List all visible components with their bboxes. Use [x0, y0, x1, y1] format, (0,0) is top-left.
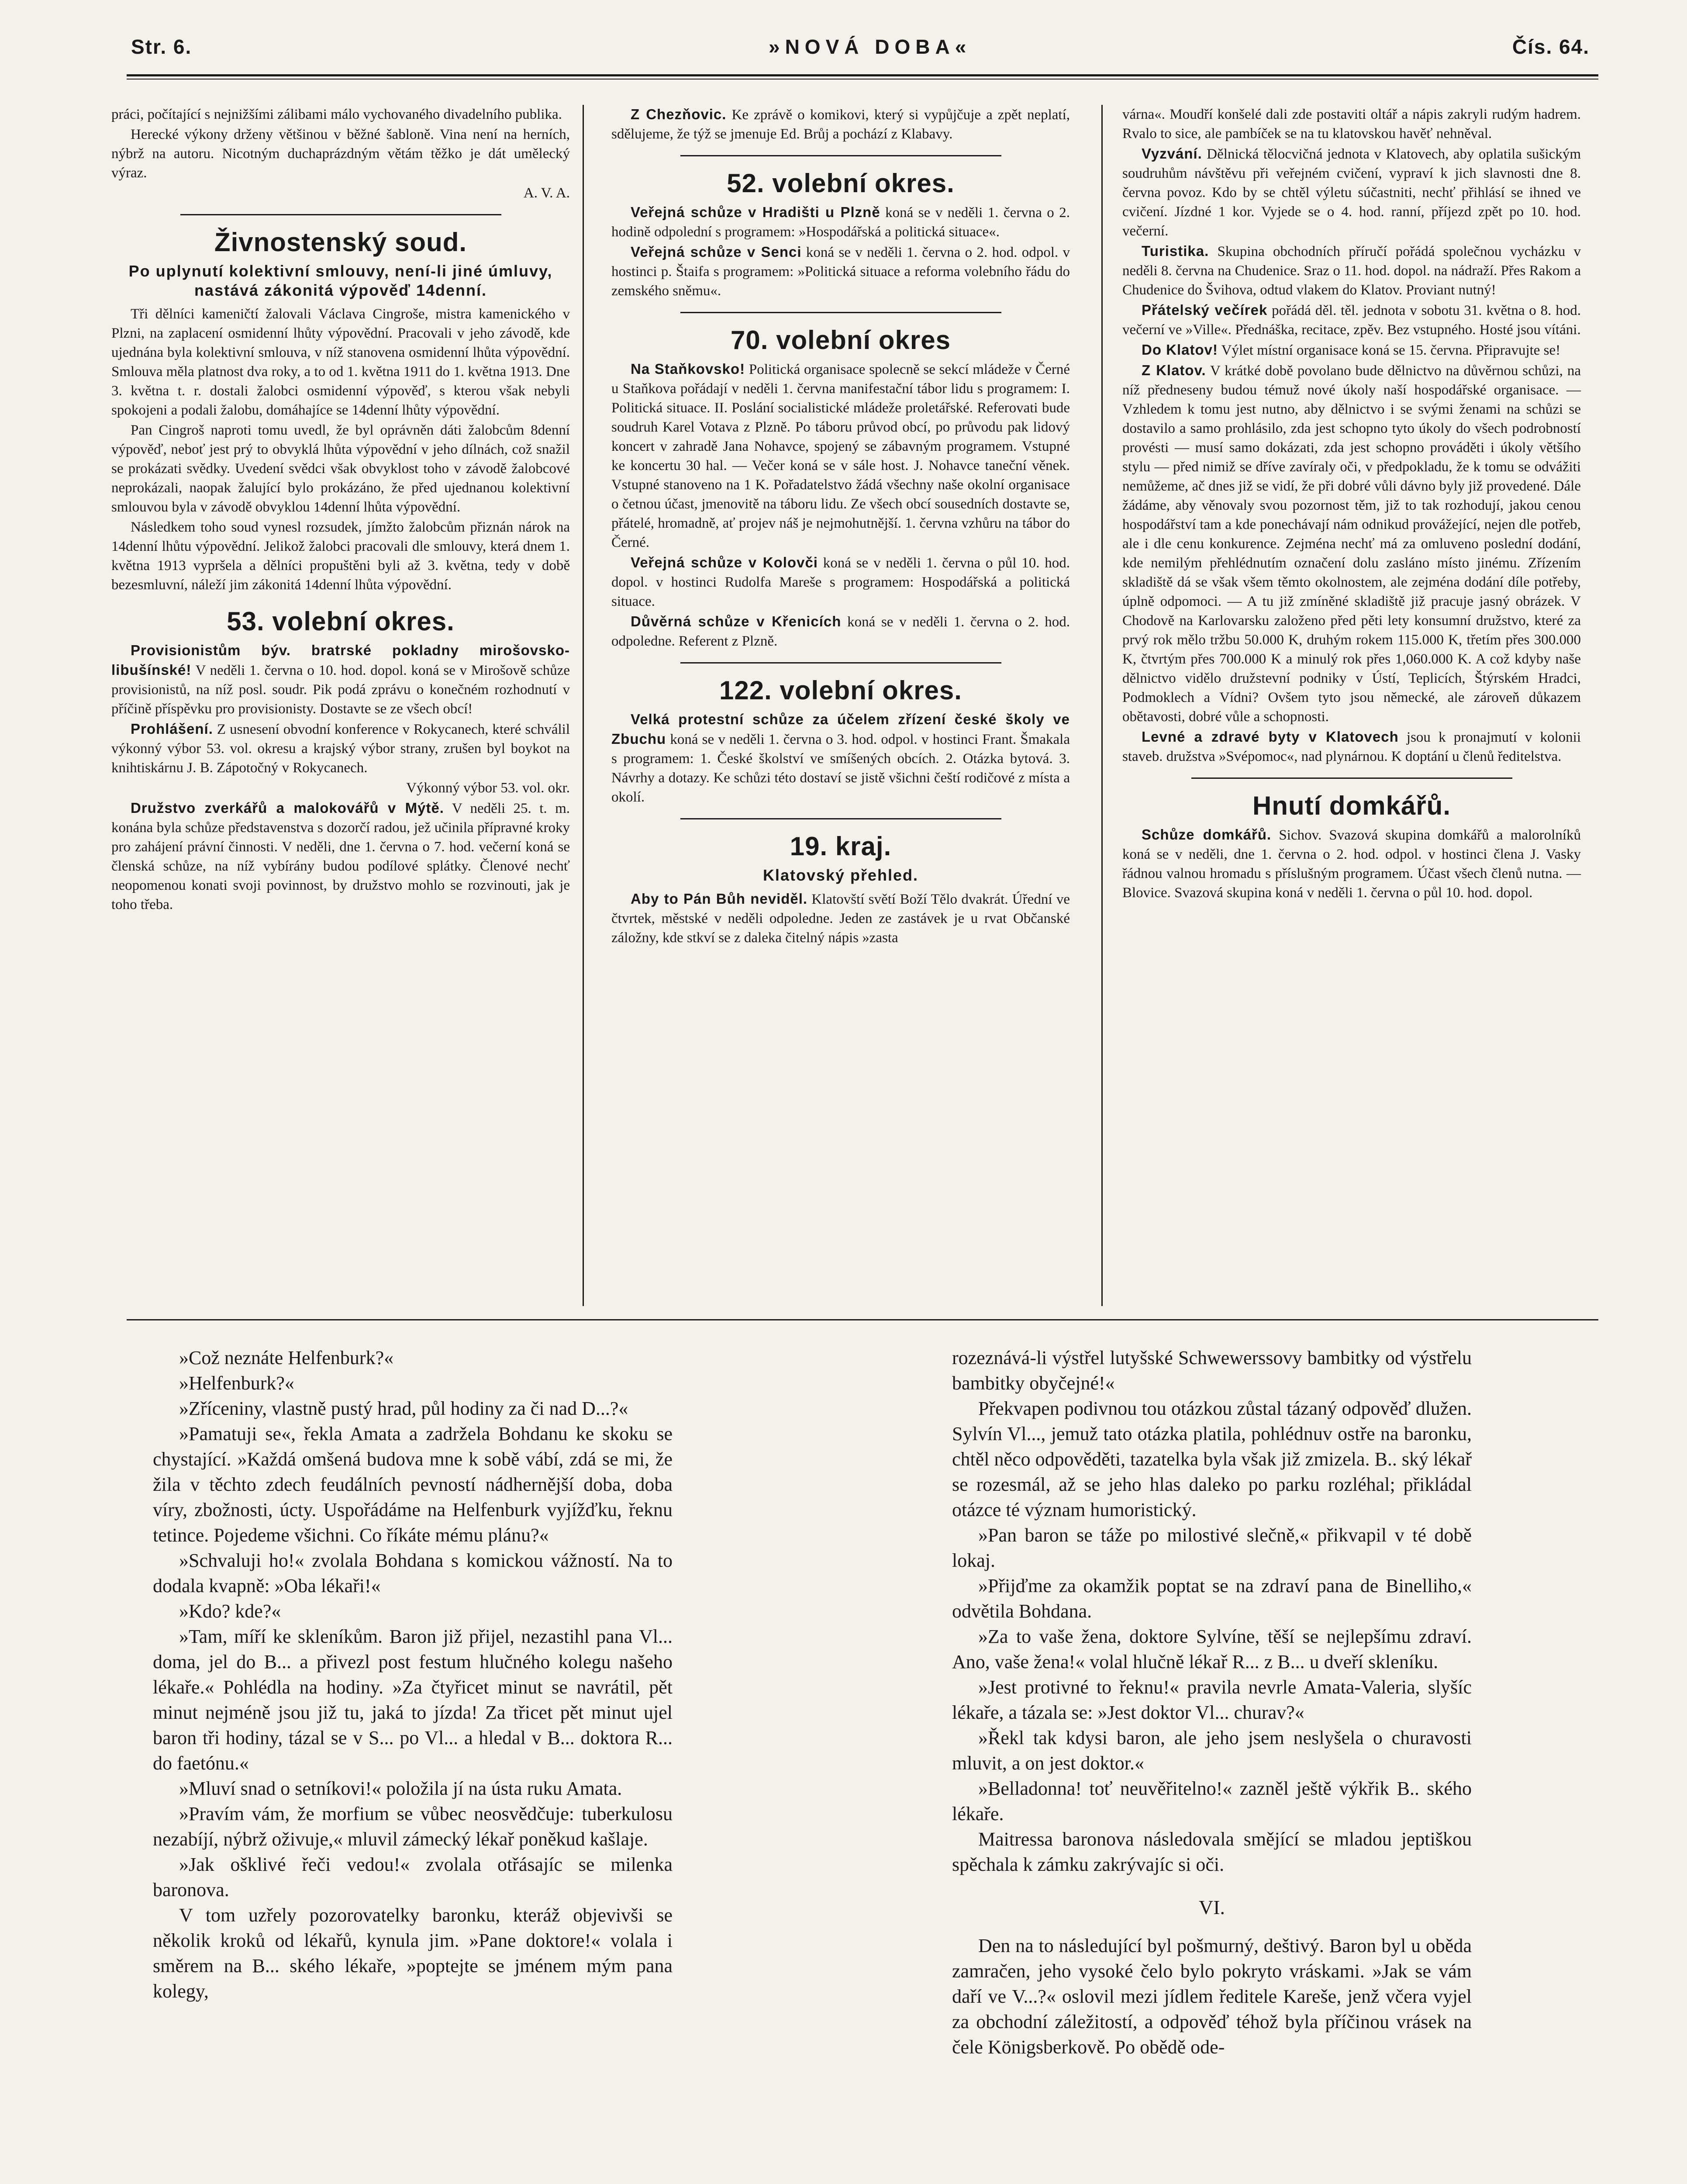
serial-paragraph: »Přijďme za okamžik poptat se na zdraví pana de Binelliho,« odvětila Bohdana.	[952, 1575, 1472, 1622]
serial-left-page	[153, 1345, 673, 2004]
item-text: Skupina obchodních příručí pořádá společnou vycházku v neděli 8. června na Chudenice. Sraz o 11. hod. dopol. na nádraží. Přes Rakom a Chudenice do Švihova, odtud vlakem do Klatov. Proviant nutný!	[1122, 244, 1581, 298]
item-text: V krátké době povolano bude dělnictvo na důvěrnou schůzi, na níž předneseny budou témuž nové úkoly naší hospodářské organisace. — Vzhledem k tomu jest nutno, aby dělnictvo i se svými ženami na schůzi se dostavilo a samo prohlásilo, zda jest schopno tyto úkoly do všech podrobností provésti — musí samo dokázati, zda jest schopno prováděti i úkoly většího stylu — před nimiž se dříve zavíraly oči, v předpokladu, že k tomu se odvážiti nemůžeme, ač dnes již se vidí, že při dobré vůli dávno byly již provedené. Dále žádáme, aby věnovaly svou pozornost těm, již to tak rozhodují, jakou cenou hospodářství tam a kde ponechávají nám odnikud provážející, nejen dle potřeb, ale i dle cenu konkurence. Zejména nechť má za omluveno poslední dodání, kde nemilým přehlédnutím označení dolu zasláno místo jinému. Zřízením skladiště dá se však všem těmto okolnostem, ale zejména dodání díle potřeby, úplně odpomoci. — A tu již zmíněné skladiště již pracuje jasný obrázek. V Chodově na Karlovarsku založeno před pěti lety konsumní družstvo, které za prvý rok mělo tržbu 50.000 K, druhým rokem 115.000 K, třetím přes 300.000 K, čtvrtým přes 700.000 K a minulý rok přes 1,060.000 K. A což kdyby naše dělnictvo vidělo družstevní podniky v Ústí, Teplicích, Štýrském Hradci, Podmoklech a Vídni? Ovšem tyto jsou německé, ale zároveň důkazem obětavosti, dobré vůle a schopnosti.	[1122, 363, 1581, 725]
klatovy-subheading: Klatovský přehled.	[762, 866, 919, 884]
item-lede: Levné a zdravé byty v Klatovech	[1142, 729, 1399, 745]
news-item	[611, 242, 1070, 301]
item-lede: Vyzvání.	[1142, 145, 1202, 162]
serial-paragraph: »Kdo? kde?«	[179, 1600, 281, 1622]
item-lede: Prohlášení.	[131, 721, 213, 737]
news-item	[611, 889, 1070, 947]
chapter-number: VI.	[1198, 1896, 1225, 1918]
item-text: koná se v neděli 1. června o půl 10. hod. dopol. v hostinci Rudolfa Mareše s programem: Hospodářská a politická situace.	[611, 555, 1070, 609]
item-lede: Veřejná schůze v Hradišti u Plzně	[631, 204, 880, 220]
news-item	[611, 105, 1070, 144]
item-text: Ke zprávě o komikovi, který si vypůjčuje a zpět neplatí, sdělujeme, že týž se jmenuje Ed. Brůj a pochází z Klabavy.	[611, 107, 1070, 142]
page-number: Str. 6.	[131, 35, 192, 58]
item-text: koná se v neděli 1. června o 2. hod. odpol. v hostinci p. Štaifa s programem: »Politická situace a reforma volebního řádu do zemského sněmu«.	[611, 245, 1070, 299]
item-text: koná se v neděli 1. června o 2. hodině odpolední s programem: »Hospodářská a politická situace«.	[611, 205, 1070, 240]
serial-paragraph: Den na to následující byl pošmurný, deštivý. Baron byl u oběda zamračen, jeho vysoké čelo bylo pokryto vráskami. »Jak se vám daří ve V...?« oslovil mezi jídlem ředitele Kareše, jenž včera vyjel za obchodní záležitostí, a odpověď téhož byla příčinou vrásek na čele Königsberkově. Po obědě ode-	[952, 1935, 1472, 2058]
item-lede: Turistika.	[1142, 243, 1209, 259]
item-text: jsou k pronajmutí v kolonii staveb. družstva »Svépomoc«, nad plynárnou. K doptání u členů ředitelstva.	[1122, 729, 1581, 764]
item-lede: Schůze domkářů.	[1142, 826, 1272, 843]
page-header	[131, 31, 1590, 70]
news-item	[1122, 301, 1581, 339]
item-text: pořádá děl. těl. jednota v sobotu 31. května o 8. hod. večerní ve »Ville«. Přednáška, recitace, zpěv. Bez vstupného. Hosté jsou vítáni.	[1122, 303, 1581, 338]
item-lede: Přátelský večírek	[1142, 302, 1268, 318]
serial-paragraph: »Řekl tak kdysi baron, ale jeho jsem neslyšela o churavosti mluvit, a on jest doktor.«	[952, 1727, 1472, 1774]
masthead-title: »NOVÁ DOBA«	[769, 35, 972, 58]
section-rule	[1191, 778, 1512, 779]
header-rule	[127, 74, 1598, 76]
serial-paragraph: »Pan baron se táže po milostivé slečně,« přikvapil v té době lokaj.	[952, 1524, 1472, 1571]
news-item	[1122, 242, 1581, 300]
district-52-heading: 52. volební okres.	[727, 169, 955, 198]
district-70-heading: 70. volební okres	[731, 325, 951, 355]
serial-paragraph: »Pamatuji se«, řekla Amata a zadržela Bohdanu ke skoku se chystající. »Každá omšená budova mne k sobě vábí, zdá se mi, že žila v těchto zdech feudálních pevností nádhernější doba, doba víry, zbožnosti, úcty. Uspořádáme na Helfenburk vyjížďku, řeknu tetince. Pojedeme všichni. Co říkáte mému plánu?«	[153, 1423, 673, 1546]
serial-paragraph: »Belladonna! toť neuvěřitelno!« zazněl ještě výkřik B.. ského lékaře.	[952, 1778, 1472, 1825]
section-rule	[680, 312, 1001, 313]
news-item	[1122, 144, 1581, 241]
news-item	[1122, 361, 1581, 726]
paragraph: Herecké výkony drženy většinou v běžné šabloně. Vina není na herních, nýbrž na autoru. Nicotným duchaprázdným větám těžko je dát umělecký výraz.	[111, 127, 570, 181]
paragraph: várna«. Moudří konšelé dali zde postaviti oltář a nápis zakryli rudým hadrem. Rvalo to sice, ale pambíček se na tu klatovskou havěť nehněval.	[1122, 107, 1581, 142]
serial-paragraph: »Tam, míří ke skleníkům. Baron již přijel, nezastihl pana Vl... doma, jel do B... a přivezl post festum hlučného kolegu našeho lékaře.« Pohlédla na hodiny. »Za čtyřicet minut se navrátil, pět minut nejméně jsou již tu, jaká to jízda! Za třicet pět minut ujel baron tři hodiny, tázal se v S... po Vl... a hledal v B... doktora R... do faetónu.«	[153, 1626, 673, 1774]
district-53-heading: 53. volební okres.	[227, 607, 455, 636]
item-text: Politická organisace spolecně se sekcí mládeže v Černé u Staňkova pořádají v neděli 1. června manifestační tábor lidu s programem: I. Politická situace. II. Poslání socialistické mládeže proletářské. Referovati bude soudruh Karel Votava z Plzně. Po táboru průvod obcí, po průvodu pak lidový koncert v zahradě Jana Nohavce, spojený se zábavným programem. Vstupné ke koncertu 30 hal. — Večer koná se v sále host. J. Nohavce taneční věnek. Vstupné stanoveno na 1 K. Pořadatelstvo žádá všechny naše okolní organisace o četnou účast, jmenovitě na táboru lidu. Ze všech obcí sousedních dostavte se, přátelé, hromadně, ať projev náš je nejmohutnější. 1. června vzhůru na tábor do Černé.	[611, 362, 1070, 550]
serial-paragraph: Překvapen podivnou tou otázkou zůstal tázaný odpověď dlužen. Sylvín Vl..., jemuž tato otázka platila, pohlédnuv ostře na baronku, chtěl něco odpověděti, tazatelka byla však již zmizela. B.. ský lékař se rozesmál, až se jeho hlas daleko po parku rozléhal; přikládal otázce té význam humoristický.	[952, 1398, 1472, 1521]
district-122-heading: 122. volební okres.	[719, 676, 962, 705]
serial-right-page	[952, 1345, 1472, 2060]
item-lede: Z Klatov.	[1142, 362, 1206, 378]
serial-paragraph: rozeznává-li výstřel lutyšské Schwewerssovy bambitky od výstřelu bambitky obyčejné!«	[952, 1347, 1472, 1394]
kraj-19-heading: 19. kraj.	[790, 832, 892, 861]
column-2	[611, 105, 1070, 948]
serial-paragraph: »Což neznáte Helfenburk?«	[179, 1347, 394, 1368]
court-subheading: Po uplynutí kolektivní smlouvy, není-li jiné úmluvy, nastává zákonitá výpověď 14denní.	[128, 262, 553, 299]
domkari-heading: Hnutí domkářů.	[1252, 791, 1451, 820]
news-item	[611, 359, 1070, 552]
news-item	[611, 203, 1070, 242]
item-lede: Provisionistům býv. bratrské pokladny mirošovsko-libušínské!	[111, 642, 570, 678]
column-divider-1	[583, 105, 584, 1306]
news-item	[1122, 340, 1581, 360]
item-text: V neděli 1. června o 10. hod. dopol. koná se v Mirošově schůze provisionistů, na níž posl. soudr. Pik podá zprávu o konečném rozhodnutí v příčině příspěvku pro provisionisty. Dostavte se ze všech obcí!	[111, 663, 570, 717]
serial-paragraph: V tom uzřely pozorovatelky baronku, kteráž objevivši se několik kroků od lékařů, kynula jim. »Pane doktore!« volala i směrem na B... ského lékaře, »poptejte se jménem mým pana kolegy,	[153, 1904, 673, 2002]
author-signature: A. V. A.	[523, 185, 570, 201]
column-3	[1122, 105, 1581, 903]
paragraph: Následkem toho soud vynesl rozsudek, jímžto žalobcům přiznán nárok na 14denní lhůtu výpovědní. Jelikož žalobci pracovali dle smlouvy, která dnem 1. května 1913 vypršela a dělníci propuštěni byli až 3. května, tedy v době bezesmluvní, náleží jim zákonitá 14denní lhůta výpovědní.	[111, 519, 570, 593]
serial-paragraph: »Pravím vám, že morfium se vůbec neosvědčuje: tuberkulosu nezabíjí, nýbrž oživuje,« mluvil zámecký lékař poněkud kašlaje.	[153, 1803, 673, 1850]
news-item	[1122, 825, 1581, 902]
news-item	[111, 798, 570, 914]
column-divider-2	[1101, 105, 1103, 1306]
item-lede: Veřejná schůze v Kolovči	[631, 554, 818, 570]
item-lede: Aby to Pán Bůh neviděl.	[631, 891, 808, 907]
serial-paragraph: Maitressa baronova následovala smějící se mladou jeptiškou spěchala k zámku zakrývajíc si oči.	[952, 1828, 1472, 1875]
item-text: V neděli 25. t. m. konána byla schůze představenstva s dozorčí radou, jež učinila přípravné kroky pro zahájení právní činnosti. V neděli, dne 1. června o 7. hod. večerní koná se členská schůze, na níž vybírány budou podílové splátky. Členové nechť neopomenou konati svoji povinnost, by družstvo mohlo se rozvinouti, jak je toho třeba.	[111, 801, 570, 912]
serial-paragraph: »Za to vaše žena, doktore Sylvíne, těší se nejlepšímu zdraví. Ano, vaše žena!« volal hlučně lékař R... z B... u dveří skleníku.	[952, 1626, 1472, 1673]
section-rule	[180, 214, 501, 215]
item-lede: Důvěrná schůze v Křenicích	[631, 613, 842, 629]
court-heading: Živnostenský soud.	[214, 228, 467, 257]
news-item	[1122, 727, 1581, 766]
news-item	[111, 719, 570, 778]
serial-paragraph: »Helfenburk?«	[179, 1372, 294, 1394]
serial-paragraph: »Zříceniny, vlastně pustý hrad, půl hodiny za či nad D...?«	[179, 1398, 628, 1419]
column-1	[111, 105, 570, 915]
section-rule	[680, 662, 1001, 663]
news-item	[111, 778, 570, 798]
news-item	[111, 641, 570, 719]
item-text: Dělnická tělocvičná jednota v Klatovech, aby oplatila sušickým soudruhům návštěvu při veřejném cvičení, vypraví k jich slavnosti dne 8. června povoz. Kdo by se chtěl výletu súčastniti, nechť přihlásí se ihned ve cvičení. Jízdné 1 kor. Vyjede se o 4. hod. ranní, příjezd zpět po 10. hod. večerní.	[1122, 146, 1581, 239]
news-item	[611, 612, 1070, 651]
issue-number: Čís. 64.	[1512, 35, 1590, 58]
paragraph: Tři dělníci kameničtí žalovali Václava Cingroše, mistra kamenického v Plzni, na zaplacení osmidenní lhůty výpovědní. Pracovali v jeho závodě, kde ujednána byla kolektivní smlouva, v níž stanovena osmidenní lhůta výpovědní. Smlouva měla platnost dva roky, a to od 1. května 1911 do 1. května 1913. Dne 3. května t. r. dostali žalobci osmidenní výpověď, s kterou však nebyli spokojeni a podali žalobu, domáhajíce se 14denní lhůty výpovědní.	[111, 306, 570, 418]
section-rule	[680, 155, 1001, 156]
serial-paragraph: »Schvaluji ho!« zvolala Bohdana s komickou vážností. Na to dodala kvapně: »Oba lékaři!«	[153, 1550, 673, 1597]
serial-paragraph: »Jak ošklivé řeči vedou!« zvolala otřásajíc se milenka baronova.	[153, 1854, 673, 1901]
item-text: Výlet místní organisace koná se 15. června. Připravujte se!	[1218, 342, 1561, 358]
item-text: Sichov. Svazová skupina domkářů a malorolníků koná se v neděli, dne 1. června o 2. hod. odpol. v hostinci člena J. Vasky řádnou valnou hromadu s příslušným programem. Účast všech členů nutna. — Blovice. Svazová skupina koná v neděli 1. června o půl 10. hod. dopol.	[1122, 827, 1581, 901]
item-lede: Veřejná schůze v Senci	[631, 244, 802, 260]
item-lede: Na Staňkovsko!	[631, 361, 745, 377]
serial-paragraph: »Jest protivné to řeknu!« pravila nevrle Amata-Valeria, slyšíc lékaře, a tázala se: »Jest doktor Vl... churav?«	[952, 1676, 1472, 1723]
item-lede: Z Chezňovic.	[631, 106, 727, 122]
item-lede: Velká protestní schůze za účelem zřízení české školy ve Zbuchu	[611, 711, 1070, 747]
item-text: Z usnesení obvodní konference v Rokycanech, které schválil výkonný výbor 53. vol. okresu a krajský výbor strany, zrušen byl boykot na knihtiskárnu J. B. Zápotočný v Rokycanech.	[111, 722, 570, 776]
item-text: Klatovští světí Boží Tělo dvakrát. Úřední ve čtvrtek, městské v neděli odpoledne. Jeden ze zastávek je u rvat Občanské záložny, kde stkví se z daleka čitelný nápis »zasta	[611, 892, 1070, 946]
paragraph: práci, počítající s nejnižšími zálibami málo vychovaného divadelního publika.	[111, 107, 562, 122]
item-text: koná se v neděli 1. června o 3. hod. odpol. v hostinci Frant. Šmakala s programem: 1. České školství ve smíšených obcích. 2. Otázka bytová. 3. Návrhy a dotazy. Ke schůzi této dostaví se jistě všichni čeští rodičové z místa a okolí.	[611, 732, 1070, 805]
news-item	[611, 710, 1070, 807]
item-lede: Družstvo zverkářů a malokovářů v Mýtě.	[131, 800, 444, 816]
feuilleton-rule	[127, 1319, 1598, 1320]
section-rule	[680, 818, 1001, 819]
item-lede: Do Klatov!	[1142, 342, 1218, 358]
news-item	[611, 553, 1070, 611]
item-text: koná se v neděli 1. června o 2. hod. odpoledne. Referent z Plzně.	[611, 614, 1070, 649]
item-text: Výkonný výbor 53. vol. okr.	[406, 780, 570, 796]
paragraph: Pan Cingroš naproti tomu uvedl, že byl oprávněn dáti žalobcům 8denní výpověď, neboť jest prý to obvyklá lhůta výpovědní v jeho dílnách, což snažil se prokázati svědky. Uvedení svědci však obvyklost toho v závodě žalobcové neprokázali, naopak žalující bylo prokázáno, že před ujednanou kolektivní smlouvou byla v závodě obvyklou 14denní lhůta výpovědní.	[111, 422, 570, 515]
serial-paragraph: »Mluví snad o setníkovi!« položila jí na ústa ruku Amata.	[179, 1778, 622, 1799]
